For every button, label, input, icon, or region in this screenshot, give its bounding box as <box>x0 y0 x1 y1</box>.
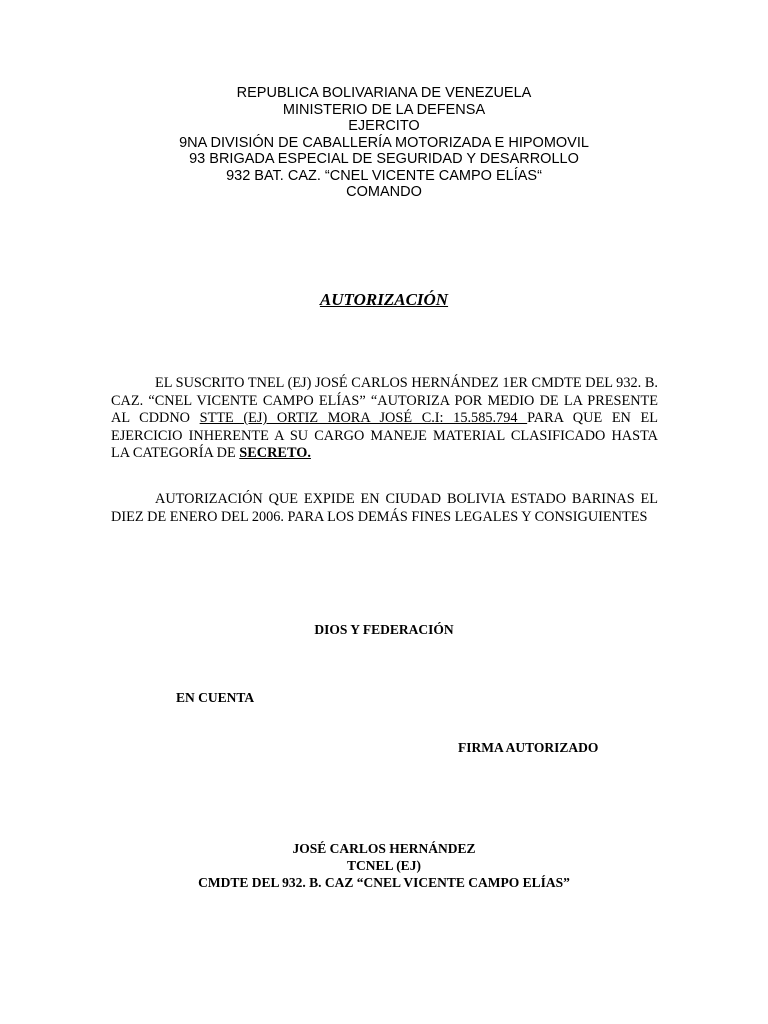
signer-rank: TCNEL (EJ) <box>347 858 421 873</box>
classification-level: SECRETO. <box>239 445 311 461</box>
letterhead-line: COMANDO <box>346 184 422 200</box>
letterhead-line: EJERCITO <box>348 118 420 134</box>
document-title: AUTORIZACIÓN <box>319 290 449 309</box>
en-cuenta-label: EN CUENTA <box>176 690 255 705</box>
letterhead-line: 93 BRIGADA ESPECIAL DE SEGURIDAD Y DESARROLLO <box>189 151 579 167</box>
signature-block <box>0 840 768 891</box>
letterhead <box>0 85 768 201</box>
authorized-person: STTE (EJ) ORTIZ MORA JOSÉ C.I: 15.585.794 <box>199 410 528 426</box>
paragraph-text: PARA QUE EN EL EJERCICIO INHERENTE A SU CARGO MANEJE MATERIAL CLASIFICADO HASTA LA CATEGORÍA DE <box>111 410 658 461</box>
authorization-paragraph <box>111 375 658 463</box>
paragraph-text: EL SUSCRITO TNEL (EJ) JOSÉ CARLOS HERNÁNDEZ 1ER CMDTE DEL 932. B. CAZ. “CNEL VICENTE CAMPO ELÍAS” “AUTORIZA POR MEDIO DE LA PRESENTE AL CDDNO <box>111 375 658 426</box>
authorized-signature-label: FIRMA AUTORIZADO <box>458 740 599 755</box>
letterhead-line: 932 BAT. CAZ. “CNEL VICENTE CAMPO ELÍAS“ <box>226 167 542 184</box>
signer-name: JOSÉ CARLOS HERNÁNDEZ <box>292 841 476 856</box>
letterhead-line: 9NA DIVISIÓN DE CABALLERÍA MOTORIZADA E HIPOMOVIL <box>179 134 589 151</box>
signer-position: CMDTE DEL 932. B. CAZ “CNEL VICENTE CAMPO ELÍAS” <box>198 875 570 890</box>
letterhead-line: MINISTERIO DE LA DEFENSA <box>282 101 486 118</box>
paragraph-text: AUTORIZACIÓN QUE EXPIDE EN CIUDAD BOLIVIA ESTADO BARINAS EL DIEZ DE ENERO DEL 2006. PARA LOS DEMÁS FINES LEGALES Y CONSIGUIENTES <box>111 491 658 525</box>
letterhead-line: REPUBLICA BOLIVARIANA DE VENEZUELA <box>236 85 532 101</box>
issuance-paragraph <box>111 491 658 526</box>
motto: DIOS Y FEDERACIÓN <box>314 622 454 637</box>
